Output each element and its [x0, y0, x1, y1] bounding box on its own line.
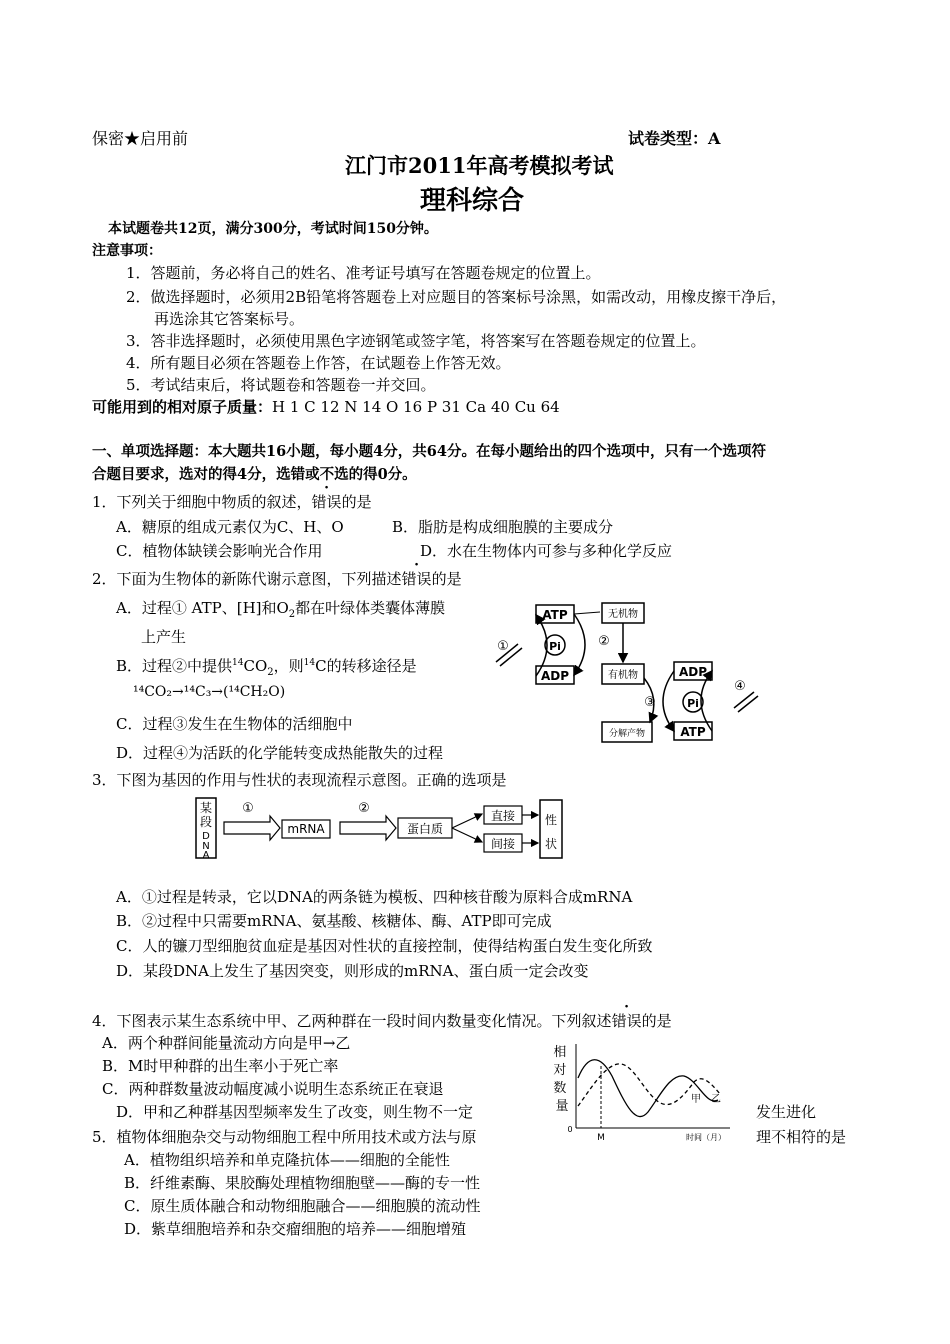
note-item: 2．做选择题时，必须用2B铅笔将答题卷上对应题目的答案标号涂黑，如需改动，用橡皮擦干净后， — [126, 288, 787, 306]
section-heading: 一、单项选择题：本大题共16小题，每小题4分，共64分。在每小题给出的四个选项中，只有一个选项符 — [92, 443, 766, 460]
emphasis: 错误 — [401, 570, 432, 588]
notes-heading: 注意事项： — [92, 243, 162, 259]
question-1-stem: 1．下列关于细胞中物质的叙述，错误的是 — [92, 493, 372, 511]
population-chart — [548, 1036, 738, 1146]
atomic-mass-label: 可能用到的相对原子质量： — [92, 398, 273, 416]
step-4-label: ④ — [734, 679, 746, 694]
q1-option-a: A．糖原的组成元素仅为C、H、O — [116, 518, 344, 536]
note-item: 3．答非选择题时，必须使用黑色字迹钢笔或签字笔，将答案写在答题卷规定的位置上。 — [126, 332, 706, 350]
mrna-label: mRNA — [287, 822, 325, 836]
organic-label: 有机物 — [608, 670, 638, 681]
atp-label-2: ATP — [680, 725, 706, 739]
trait-label-1: 性 — [544, 813, 558, 827]
q3-option-b: B．②过程中只需要mRNA、氨基酸、核糖体、酶、ATP即可完成 — [116, 912, 552, 930]
q5-option-b: B．纤维素酶、果胶酶处理植物细胞壁——酶的专一性 — [124, 1174, 481, 1192]
q2-option-d: D．过程④为活跃的化学能转变成热能散失的过程 — [116, 744, 444, 762]
q4-option-d: D．甲和乙种群基因型频率发生了改变，则生物不一定 — [116, 1103, 474, 1121]
emphasis: 错误 — [311, 493, 342, 511]
step-3-label: ③ — [644, 695, 656, 710]
adp-label: ADP — [540, 669, 570, 683]
gene-expression-diagram — [192, 796, 567, 862]
q2-option-b: B．过程②中提供$^{14}CO_2$，则$^{14}$C的转移途径是 — [116, 657, 417, 678]
atomic-mass-line — [92, 396, 560, 417]
exam-subtitle: 理科综合 — [420, 186, 525, 216]
q5-option-d: D．紫草细胞培养和杂交瘤细胞的培养——细胞增殖 — [124, 1220, 467, 1238]
paper-type: 试卷类型：A — [628, 129, 721, 148]
metabolism-diagram — [490, 598, 760, 748]
note-item: 再选涂其它答案标号。 — [154, 310, 305, 328]
protein-label: 蛋白质 — [406, 822, 444, 836]
question-5-stem-end: 理不相符的是 — [756, 1128, 847, 1146]
atomic-mass-values: H 1 C 12 N 14 O 16 P 31 Ca 40 Cu 64 — [272, 398, 560, 416]
y-axis-label: 相 对 数 量 — [553, 1045, 569, 1114]
decomposition-label: 分解产物 — [608, 729, 646, 739]
q5-option-a: A．植物组织培养和单克隆抗体——细胞的全能性 — [124, 1151, 450, 1169]
x-axis-label: 时间（月） — [686, 1133, 726, 1142]
q3-option-a: A．①过程是转录，它以DNA的两条链为模板、四种核苷酸为原料合成mRNA — [116, 888, 633, 906]
section-heading-2: 合题目要求，选对的得4分，选错或不选的得0分。 — [92, 466, 417, 483]
dna-label: 某段 D N A — [199, 801, 213, 861]
q3-option-c: C．人的镰刀型细胞贫血症是基因对性状的直接控制，使得结构蛋白发生变化所致 — [116, 937, 653, 955]
q5-option-c: C．原生质体融合和动物细胞融合——细胞膜的流动性 — [124, 1197, 481, 1215]
q4-option-d-end: 发生进化 — [756, 1103, 817, 1121]
question-3-stem: 3．下图为基因的作用与性状的表现流程示意图。正确的选项是 — [92, 771, 507, 789]
note-item: 1．答题前，务必将自己的姓名、准考证号填写在答题卷规定的位置上。 — [126, 264, 601, 282]
series-jia-line — [578, 1060, 718, 1117]
m-tick-label: M — [597, 1133, 605, 1143]
q2-option-a-cont: 上产生 — [141, 628, 187, 646]
confidential-label: 保密★启用前 — [92, 129, 189, 148]
atp-label: ATP — [542, 608, 568, 622]
note-item: 5．考试结束后，将试题卷和答题卷一并交回。 — [126, 376, 436, 394]
q4-option-a: A．两个种群间能量流动方向是甲→乙 — [102, 1034, 351, 1052]
question-4-stem: 4．下图表示某生态系统中甲、乙两种群在一段时间内数量变化情况。下列叙述错误的是 — [92, 1012, 672, 1030]
step-2-label: ② — [598, 634, 610, 649]
indirect-label: 间接 — [490, 837, 516, 851]
pi-label: Pi — [549, 640, 561, 653]
q1-option-d: D．水在生物体内可参与多种化学反应 — [420, 542, 673, 560]
series-jia-label: 甲 — [691, 1094, 701, 1105]
trait-label-2: 状 — [544, 837, 558, 851]
note-item: 4．所有题目必须在答题卷上作答，在试题卷上作答无效。 — [126, 354, 511, 372]
inorganic-label: 无机物 — [608, 609, 638, 620]
adp-label-2: ADP — [678, 665, 708, 679]
q4-option-c: C．两种群数量波动幅度减小说明生态系统正在衰退 — [102, 1080, 444, 1098]
transcription-step: ① — [242, 801, 254, 816]
direct-label: 直接 — [490, 809, 516, 823]
q2-option-b-pathway: ¹⁴CO₂→¹⁴C₃→(¹⁴CH₂O) — [133, 684, 286, 700]
q3-option-d: D．某段DNA上发生了基因突变，则形成的mRNA、蛋白质一定会改变 — [116, 962, 589, 980]
question-2-stem: 2．下面为生物体的新陈代谢示意图，下列描述错误的是 — [92, 570, 462, 588]
q2-option-a: A．过程① ATP、[H]和$O_2$都在叶绿体类囊体薄膜 — [116, 599, 446, 620]
q2-option-c: C．过程③发生在生物体的活细胞中 — [116, 715, 353, 733]
intro-text: 本试题卷共12页，满分300分，考试时间150分钟。 — [108, 221, 438, 237]
translation-step: ② — [358, 801, 370, 816]
exam-title: 江门市2011年高考模拟考试 — [345, 153, 614, 178]
q1-option-c: C．植物体缺镁会影响光合作用 — [116, 542, 323, 560]
series-yi-label: 乙 — [711, 1094, 721, 1105]
emphasis: 错误 — [611, 1012, 642, 1030]
pi-label-2: Pi — [687, 697, 699, 710]
origin-label: 0 — [567, 1125, 573, 1134]
step-1-label: ① — [497, 639, 509, 654]
q4-option-b: B．M时甲种群的出生率小于死亡率 — [102, 1057, 339, 1075]
question-5-stem: 5．植物体细胞杂交与动物细胞工程中所用技术或方法与原 — [92, 1128, 477, 1146]
dna-char: 某 — [199, 801, 213, 815]
q1-option-b: B．脂肪是构成细胞膜的主要成分 — [392, 518, 614, 536]
